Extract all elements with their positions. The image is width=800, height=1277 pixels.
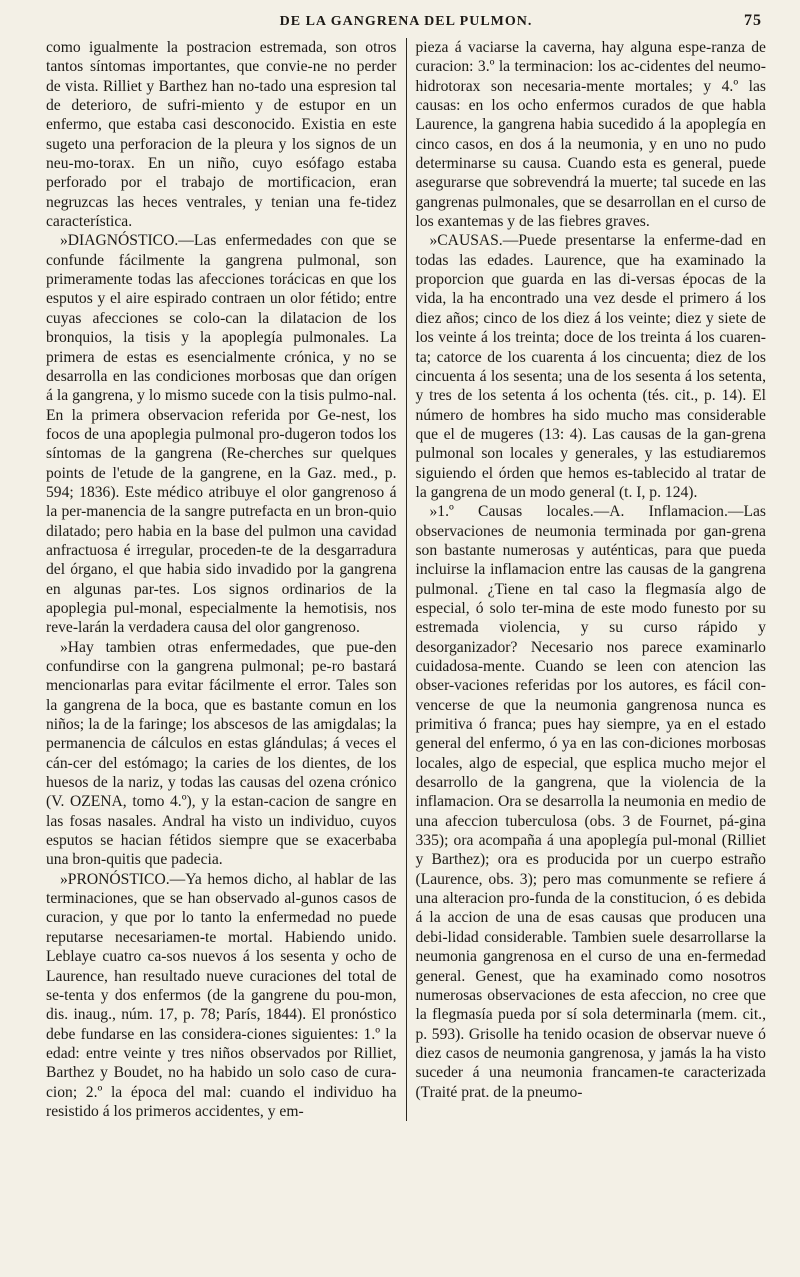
running-title: DE LA GANGRENA DEL PULMON. bbox=[279, 14, 533, 29]
right-column bbox=[415, 38, 766, 1121]
paragraph: »Hay tambien otras enfermedades, que pue-den confundirse con la gangrena pulmonal; pe-ro bastará mencionarlas para evitar fácilmente el error. Tales son la gangrena de la boca, que es bastante comun en los niños; la de la faringe; los abscesos de las amigdalas; la permanencia de cálculos en estas glándulas; á veces el cán-cer del estómago; la caries de los dientes, de los huesos de la nariz, y todas las causas del ozena crónico (V. OZENA, tomo 4.º), y la estan-cacion de sangre en las fosas nasales. Andral ha visto un individuo, cuyos esputos se hacian fétidos siempre que se exacerbaba una bron-quitis que padecia. bbox=[46, 638, 397, 869]
paragraph-pronostico: »PRONÓSTICO.—Ya hemos dicho, al hablar de las terminaciones, que se han observado al-gunos casos de curacion, y que por lo tanto la enfermedad no puede reputarse necesariamen-te mortal. Habiendo unido. Leblaye cuatro ca-sos nuevos á los sesenta y ocho de Laurence, han resultado nueve curaciones del total de se-tenta y dos enfermos (de la gangrene du pou-mon, dis. inaug., núm. 17, p. 78; París, 1844). El pronóstico debe fundarse en las considera-ciones siguientes: 1.º la edad: entre veinte y tres niños observados por Rilliet, Barthez y Boudet, no ha habido un solo caso de cura-cion; 2.º la época del mal: cuando el individuo ha resistido á los primeros accidentes, y em- bbox=[46, 870, 397, 1120]
paragraph-causas: »CAUSAS.—Puede presentarse la enferme-dad en todas las edades. Laurence, que ha examinado la proporcion que guarda en las di-versas épocas de la vida, la ha encontrado una vez desde el primero á los diez años; cinco de los diez á los veinte; diez y siete de los veinte á los treinta; doce de los treinta á los cuaren-ta; catorce de los cuarenta á los cincuenta; diez de los cincuenta á los sesenta; una de los sesenta á los setenta, y tres de los setenta á los ochenta (tés. cit., p. 14). El número de hombres ha sido mucho mas considerable que el de mugeres (13: 4). Las causas de la gan-grena pulmonal son locales y generales, y las estudiaremos siguiendo el órden que hemos es-tablecido al tratar de la gangrena de un modo general (t. I, p. 124). bbox=[415, 232, 766, 501]
paragraph: como igualmente la postracion estremada, son otros tantos síntomas importantes, que convie-ne no perder de vista. Rilliet y Barthez han no-tado una espresion tal de deterioro, de sufri-miento y de estupor en un enfermo, que estaba casi desconocido. Existia en este sugeto una perforacion de la pleura y los signos de un neu-mo-torax. En un niño, cuyo esófago estaba perforado por el trabajo de mortificacion, eran negruzcas las heces ventrales, y tenian una fe-tidez característica. bbox=[46, 39, 397, 231]
paragraph-causas-locales: »1.º Causas locales.—A. Inflamacion.—Las observaciones de neumonia terminada por gan-grena son bastante numerosas y auténticas, para que pueda incluirse la inflamacion entre las causas de la gangrena pulmonal. ¿Tiene en tal caso la flegmasía algo de especial, ó solo ter-mina de este modo funesto por su estremada violencia, y su curso rápido y desorganizador? Necesario nos parece examinarlo cuidadosa-mente. Cuando se leen con atencion las obser-vaciones referidas por los autores, es fácil con-vencerse de que la neumonia gangrenosa nunca es primitiva ó franca; pues hay siempre, ya en el estado general del enfermo, ó ya en las con-diciones morbosas locales, algo de especial, que esplica mucho mejor el desarrollo de la gangrena, que la violencia de la inflamacion. Ora se desarrolla la neumonia en medio de una afeccion tuberculosa (obs. 3 de Fournet, pá-gina 335); ora acompaña á una apoplegía pul-monal (Rilliet y Barthez); ora es producida por un cuerpo estraño (Laurence, obs. 3); pero mas comunmente se refiere á una alteracion pro-funda de la constitucion, ó es debida á la accion de una de esas causas que producen una debi-lidad considerable. Tambien suele desarrollarse la neumonia gangrenosa en el curso de una en-fermedad general. Genest, que ha examinado como nosotros numerosas observaciones de esta afeccion, no cree que la flegmasía pueda por sí sola determinarla (mem. cit., p. 593). Grisolle ha tenido ocasion de observar nueve ó diez casos de neumonia gangrenosa, y jamás la ha visto suceder á una neumonia francamen-te caracterizada (Traité prat. de la pneumo- bbox=[415, 503, 766, 1101]
paragraph: pieza á vaciarse la caverna, hay alguna espe-ranza de curacion: 3.º la terminacion: los ac-cidentes del neumo-hidrotorax son necesaria-mente mortales; y 4.º las causas: en los ocho enfermos curados de que habla Laurence, la gangrena habia sucedido á la apoplegía en cinco casos, en dos á la neumonia, y en uno no pudo determinarse su causa. Cuando esta es general, puede asegurarse que sobrevendrá la muerte; tal sucede en las gangrenas pulmonales, que se desarrollan en el curso de los exantemas y de las fiebres graves. bbox=[415, 39, 766, 231]
left-column bbox=[46, 38, 397, 1121]
two-column-body bbox=[46, 38, 766, 1121]
running-head bbox=[46, 10, 766, 34]
column-divider bbox=[406, 38, 407, 1121]
page-number: 75 bbox=[744, 12, 762, 29]
paragraph-diagnostico: »DIAGNÓSTICO.—Las enfermedades con que se confunde fácilmente la gangrena pulmonal, son primeramente todas las afecciones torácicas en que los esputos y el aire espirado contraen un olor fétido; entre cuyas afecciones se colo-can la dilatacion de los bronquios, la tisis y la apoplegía pulmonales. La primera de estas es esencialmente crónica, y no se desarrolla en las condiciones morbosas que dan orígen á la gangrena, y lo mismo sucede con la tisis pulmo-nal. En la primera observacion referida por Ge-nest, los focos de una apoplegia pulmonal pro-dugeron todos los síntomas de la gangrena (Re-cherches sur quelques points de l'etude de la gangrene, en la Gaz. med., p. 594; 1836). Este médico atribuye el olor gangrenoso á la per-manencia de la sangre putrefacta en un bron-quio dilatado; pero habia en la base del pulmon una cavidad anfractuosa é irregular, proceden-te de la desgarradura del órgano, el que habia sido invadido por la gangrena en algunas par-tes. Los signos ordinarios de la apoplegia pul-monal, especialmente la hemotisis, nos reve-larán la verdadera causa del olor gangrenoso. bbox=[46, 232, 397, 637]
